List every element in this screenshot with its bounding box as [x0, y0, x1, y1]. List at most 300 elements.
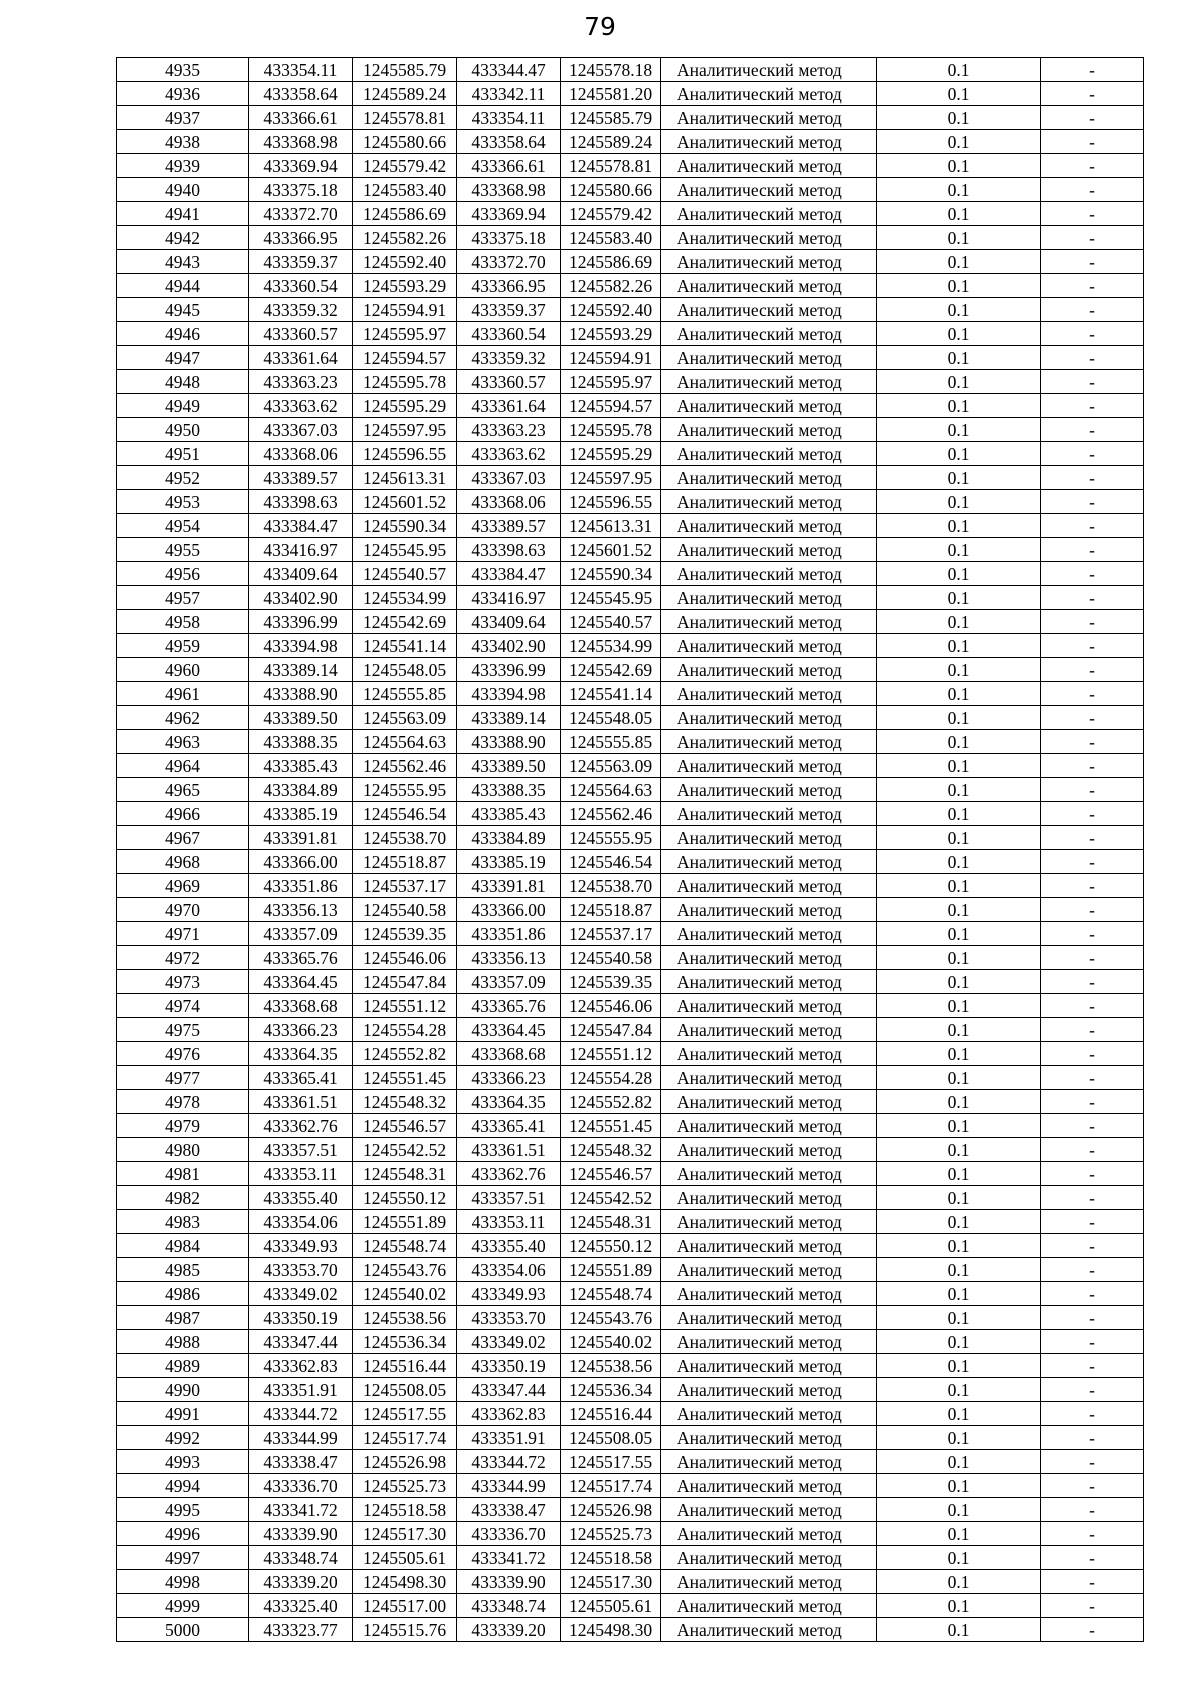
prev-x-coordinate-cell: 433339.20 [457, 1618, 561, 1642]
prev-x-coordinate-cell: 433385.19 [457, 850, 561, 874]
x-coordinate-cell: 433359.37 [249, 250, 353, 274]
method-cell: Аналитический метод [661, 298, 877, 322]
x-coordinate-cell: 433362.83 [249, 1354, 353, 1378]
x-coordinate-cell: 433348.74 [249, 1546, 353, 1570]
x-coordinate-cell: 433354.06 [249, 1210, 353, 1234]
table-row [117, 730, 1144, 754]
table-row [117, 442, 1144, 466]
point-number-cell: 4952 [117, 466, 249, 490]
prev-x-coordinate-cell: 433357.51 [457, 1186, 561, 1210]
x-coordinate-cell: 433347.44 [249, 1330, 353, 1354]
point-number-cell: 4965 [117, 778, 249, 802]
prev-x-coordinate-cell: 433366.95 [457, 274, 561, 298]
note-cell: - [1041, 1282, 1144, 1306]
accuracy-cell: 0.1 [877, 178, 1041, 202]
note-cell: - [1041, 994, 1144, 1018]
point-number-cell: 4967 [117, 826, 249, 850]
point-number-cell: 4966 [117, 802, 249, 826]
y-coordinate-cell: 1245550.12 [353, 1186, 457, 1210]
point-number-cell: 4943 [117, 250, 249, 274]
prev-y-coordinate-cell: 1245543.76 [561, 1306, 661, 1330]
note-cell: - [1041, 418, 1144, 442]
x-coordinate-cell: 433384.47 [249, 514, 353, 538]
method-cell: Аналитический метод [661, 154, 877, 178]
accuracy-cell: 0.1 [877, 1186, 1041, 1210]
accuracy-cell: 0.1 [877, 1570, 1041, 1594]
method-cell: Аналитический метод [661, 1378, 877, 1402]
x-coordinate-cell: 433394.98 [249, 634, 353, 658]
accuracy-cell: 0.1 [877, 1138, 1041, 1162]
prev-x-coordinate-cell: 433350.19 [457, 1354, 561, 1378]
prev-y-coordinate-cell: 1245536.34 [561, 1378, 661, 1402]
prev-y-coordinate-cell: 1245548.31 [561, 1210, 661, 1234]
note-cell: - [1041, 178, 1144, 202]
x-coordinate-cell: 433366.23 [249, 1018, 353, 1042]
table-row [117, 274, 1144, 298]
y-coordinate-cell: 1245593.29 [353, 274, 457, 298]
method-cell: Аналитический метод [661, 1114, 877, 1138]
accuracy-cell: 0.1 [877, 250, 1041, 274]
prev-y-coordinate-cell: 1245592.40 [561, 298, 661, 322]
x-coordinate-cell: 433385.19 [249, 802, 353, 826]
point-number-cell: 4958 [117, 610, 249, 634]
x-coordinate-cell: 433354.11 [249, 58, 353, 82]
prev-x-coordinate-cell: 433360.57 [457, 370, 561, 394]
prev-y-coordinate-cell: 1245534.99 [561, 634, 661, 658]
prev-x-coordinate-cell: 433354.06 [457, 1258, 561, 1282]
y-coordinate-cell: 1245595.78 [353, 370, 457, 394]
method-cell: Аналитический метод [661, 562, 877, 586]
method-cell: Аналитический метод [661, 1282, 877, 1306]
y-coordinate-cell: 1245595.97 [353, 322, 457, 346]
prev-x-coordinate-cell: 433360.54 [457, 322, 561, 346]
x-coordinate-cell: 433389.14 [249, 658, 353, 682]
y-coordinate-cell: 1245595.29 [353, 394, 457, 418]
accuracy-cell: 0.1 [877, 82, 1041, 106]
accuracy-cell: 0.1 [877, 58, 1041, 82]
table-row [117, 106, 1144, 130]
note-cell: - [1041, 826, 1144, 850]
y-coordinate-cell: 1245525.73 [353, 1474, 457, 1498]
y-coordinate-cell: 1245548.31 [353, 1162, 457, 1186]
note-cell: - [1041, 562, 1144, 586]
table-row [117, 1594, 1144, 1618]
y-coordinate-cell: 1245552.82 [353, 1042, 457, 1066]
table-body [117, 58, 1144, 1642]
prev-y-coordinate-cell: 1245518.87 [561, 898, 661, 922]
point-number-cell: 4993 [117, 1450, 249, 1474]
x-coordinate-cell: 433398.63 [249, 490, 353, 514]
note-cell: - [1041, 466, 1144, 490]
table-row [117, 1258, 1144, 1282]
y-coordinate-cell: 1245548.74 [353, 1234, 457, 1258]
prev-x-coordinate-cell: 433364.35 [457, 1090, 561, 1114]
table-row [117, 706, 1144, 730]
accuracy-cell: 0.1 [877, 1522, 1041, 1546]
y-coordinate-cell: 1245579.42 [353, 154, 457, 178]
prev-y-coordinate-cell: 1245578.81 [561, 154, 661, 178]
prev-x-coordinate-cell: 433349.93 [457, 1282, 561, 1306]
method-cell: Аналитический метод [661, 514, 877, 538]
table-row [117, 1210, 1144, 1234]
prev-x-coordinate-cell: 433394.98 [457, 682, 561, 706]
point-number-cell: 4951 [117, 442, 249, 466]
table-row [117, 946, 1144, 970]
prev-x-coordinate-cell: 433367.03 [457, 466, 561, 490]
y-coordinate-cell: 1245518.87 [353, 850, 457, 874]
accuracy-cell: 0.1 [877, 1066, 1041, 1090]
note-cell: - [1041, 154, 1144, 178]
table-row [117, 466, 1144, 490]
point-number-cell: 4997 [117, 1546, 249, 1570]
note-cell: - [1041, 250, 1144, 274]
note-cell: - [1041, 346, 1144, 370]
table-row [117, 658, 1144, 682]
prev-x-coordinate-cell: 433366.61 [457, 154, 561, 178]
y-coordinate-cell: 1245534.99 [353, 586, 457, 610]
y-coordinate-cell: 1245590.34 [353, 514, 457, 538]
note-cell: - [1041, 514, 1144, 538]
method-cell: Аналитический метод [661, 1138, 877, 1162]
method-cell: Аналитический метод [661, 538, 877, 562]
prev-y-coordinate-cell: 1245601.52 [561, 538, 661, 562]
accuracy-cell: 0.1 [877, 370, 1041, 394]
point-number-cell: 4945 [117, 298, 249, 322]
y-coordinate-cell: 1245596.55 [353, 442, 457, 466]
point-number-cell: 4974 [117, 994, 249, 1018]
coordinates-table [116, 57, 1144, 1642]
table-row [117, 850, 1144, 874]
x-coordinate-cell: 433362.76 [249, 1114, 353, 1138]
point-number-cell: 4949 [117, 394, 249, 418]
point-number-cell: 4983 [117, 1210, 249, 1234]
x-coordinate-cell: 433339.20 [249, 1570, 353, 1594]
method-cell: Аналитический метод [661, 754, 877, 778]
prev-y-coordinate-cell: 1245595.78 [561, 418, 661, 442]
x-coordinate-cell: 433402.90 [249, 586, 353, 610]
y-coordinate-cell: 1245537.17 [353, 874, 457, 898]
prev-y-coordinate-cell: 1245548.05 [561, 706, 661, 730]
note-cell: - [1041, 1546, 1144, 1570]
method-cell: Аналитический метод [661, 1018, 877, 1042]
method-cell: Аналитический метод [661, 682, 877, 706]
method-cell: Аналитический метод [661, 1258, 877, 1282]
prev-x-coordinate-cell: 433339.90 [457, 1570, 561, 1594]
prev-x-coordinate-cell: 433342.11 [457, 82, 561, 106]
y-coordinate-cell: 1245586.69 [353, 202, 457, 226]
method-cell: Аналитический метод [661, 394, 877, 418]
method-cell: Аналитический метод [661, 178, 877, 202]
method-cell: Аналитический метод [661, 418, 877, 442]
prev-y-coordinate-cell: 1245551.89 [561, 1258, 661, 1282]
x-coordinate-cell: 433416.97 [249, 538, 353, 562]
y-coordinate-cell: 1245555.85 [353, 682, 457, 706]
note-cell: - [1041, 610, 1144, 634]
accuracy-cell: 0.1 [877, 106, 1041, 130]
point-number-cell: 4987 [117, 1306, 249, 1330]
y-coordinate-cell: 1245538.70 [353, 826, 457, 850]
method-cell: Аналитический метод [661, 1090, 877, 1114]
method-cell: Аналитический метод [661, 466, 877, 490]
table-row [117, 1618, 1144, 1642]
prev-y-coordinate-cell: 1245539.35 [561, 970, 661, 994]
prev-y-coordinate-cell: 1245540.58 [561, 946, 661, 970]
x-coordinate-cell: 433361.51 [249, 1090, 353, 1114]
accuracy-cell: 0.1 [877, 322, 1041, 346]
x-coordinate-cell: 433339.90 [249, 1522, 353, 1546]
y-coordinate-cell: 1245594.57 [353, 346, 457, 370]
x-coordinate-cell: 433357.51 [249, 1138, 353, 1162]
prev-x-coordinate-cell: 433389.57 [457, 514, 561, 538]
table-row [117, 1354, 1144, 1378]
method-cell: Аналитический метод [661, 274, 877, 298]
prev-x-coordinate-cell: 433372.70 [457, 250, 561, 274]
table-row [117, 1018, 1144, 1042]
table-row [117, 1546, 1144, 1570]
prev-y-coordinate-cell: 1245595.29 [561, 442, 661, 466]
accuracy-cell: 0.1 [877, 418, 1041, 442]
point-number-cell: 4996 [117, 1522, 249, 1546]
point-number-cell: 4956 [117, 562, 249, 586]
prev-y-coordinate-cell: 1245546.57 [561, 1162, 661, 1186]
prev-y-coordinate-cell: 1245538.56 [561, 1354, 661, 1378]
point-number-cell: 4955 [117, 538, 249, 562]
method-cell: Аналитический метод [661, 202, 877, 226]
x-coordinate-cell: 433336.70 [249, 1474, 353, 1498]
prev-y-coordinate-cell: 1245551.12 [561, 1042, 661, 1066]
accuracy-cell: 0.1 [877, 922, 1041, 946]
note-cell: - [1041, 1234, 1144, 1258]
accuracy-cell: 0.1 [877, 778, 1041, 802]
point-number-cell: 4969 [117, 874, 249, 898]
prev-x-coordinate-cell: 433359.37 [457, 298, 561, 322]
note-cell: - [1041, 850, 1144, 874]
y-coordinate-cell: 1245505.61 [353, 1546, 457, 1570]
x-coordinate-cell: 433359.32 [249, 298, 353, 322]
accuracy-cell: 0.1 [877, 226, 1041, 250]
accuracy-cell: 0.1 [877, 394, 1041, 418]
prev-y-coordinate-cell: 1245541.14 [561, 682, 661, 706]
x-coordinate-cell: 433388.90 [249, 682, 353, 706]
prev-y-coordinate-cell: 1245526.98 [561, 1498, 661, 1522]
method-cell: Аналитический метод [661, 226, 877, 250]
table-row [117, 826, 1144, 850]
y-coordinate-cell: 1245540.57 [353, 562, 457, 586]
prev-x-coordinate-cell: 433391.81 [457, 874, 561, 898]
point-number-cell: 4978 [117, 1090, 249, 1114]
prev-x-coordinate-cell: 433365.41 [457, 1114, 561, 1138]
method-cell: Аналитический метод [661, 130, 877, 154]
point-number-cell: 4947 [117, 346, 249, 370]
y-coordinate-cell: 1245585.79 [353, 58, 457, 82]
prev-y-coordinate-cell: 1245517.74 [561, 1474, 661, 1498]
prev-x-coordinate-cell: 433356.13 [457, 946, 561, 970]
y-coordinate-cell: 1245589.24 [353, 82, 457, 106]
y-coordinate-cell: 1245578.81 [353, 106, 457, 130]
x-coordinate-cell: 433355.40 [249, 1186, 353, 1210]
accuracy-cell: 0.1 [877, 802, 1041, 826]
accuracy-cell: 0.1 [877, 1498, 1041, 1522]
note-cell: - [1041, 898, 1144, 922]
note-cell: - [1041, 706, 1144, 730]
table-row [117, 1426, 1144, 1450]
accuracy-cell: 0.1 [877, 706, 1041, 730]
prev-y-coordinate-cell: 1245594.91 [561, 346, 661, 370]
x-coordinate-cell: 433323.77 [249, 1618, 353, 1642]
method-cell: Аналитический метод [661, 1522, 877, 1546]
y-coordinate-cell: 1245517.55 [353, 1402, 457, 1426]
accuracy-cell: 0.1 [877, 1258, 1041, 1282]
x-coordinate-cell: 433389.57 [249, 466, 353, 490]
point-number-cell: 4936 [117, 82, 249, 106]
prev-y-coordinate-cell: 1245613.31 [561, 514, 661, 538]
prev-y-coordinate-cell: 1245562.46 [561, 802, 661, 826]
note-cell: - [1041, 106, 1144, 130]
x-coordinate-cell: 433367.03 [249, 418, 353, 442]
note-cell: - [1041, 1618, 1144, 1642]
prev-y-coordinate-cell: 1245589.24 [561, 130, 661, 154]
prev-x-coordinate-cell: 433388.35 [457, 778, 561, 802]
accuracy-cell: 0.1 [877, 898, 1041, 922]
note-cell: - [1041, 1306, 1144, 1330]
y-coordinate-cell: 1245592.40 [353, 250, 457, 274]
x-coordinate-cell: 433368.68 [249, 994, 353, 1018]
prev-x-coordinate-cell: 433336.70 [457, 1522, 561, 1546]
table-row [117, 178, 1144, 202]
point-number-cell: 4938 [117, 130, 249, 154]
x-coordinate-cell: 433368.98 [249, 130, 353, 154]
prev-y-coordinate-cell: 1245542.69 [561, 658, 661, 682]
point-number-cell: 4961 [117, 682, 249, 706]
table-row [117, 1162, 1144, 1186]
prev-y-coordinate-cell: 1245595.97 [561, 370, 661, 394]
x-coordinate-cell: 433365.76 [249, 946, 353, 970]
note-cell: - [1041, 730, 1144, 754]
accuracy-cell: 0.1 [877, 1378, 1041, 1402]
y-coordinate-cell: 1245508.05 [353, 1378, 457, 1402]
x-coordinate-cell: 433350.19 [249, 1306, 353, 1330]
x-coordinate-cell: 433409.64 [249, 562, 353, 586]
note-cell: - [1041, 586, 1144, 610]
accuracy-cell: 0.1 [877, 1618, 1041, 1642]
y-coordinate-cell: 1245542.52 [353, 1138, 457, 1162]
point-number-cell: 4972 [117, 946, 249, 970]
note-cell: - [1041, 874, 1144, 898]
x-coordinate-cell: 433368.06 [249, 442, 353, 466]
point-number-cell: 4998 [117, 1570, 249, 1594]
point-number-cell: 4964 [117, 754, 249, 778]
point-number-cell: 4960 [117, 658, 249, 682]
prev-x-coordinate-cell: 433385.43 [457, 802, 561, 826]
method-cell: Аналитический метод [661, 1042, 877, 1066]
y-coordinate-cell: 1245545.95 [353, 538, 457, 562]
prev-y-coordinate-cell: 1245517.30 [561, 1570, 661, 1594]
prev-y-coordinate-cell: 1245508.05 [561, 1426, 661, 1450]
point-number-cell: 4977 [117, 1066, 249, 1090]
point-number-cell: 4939 [117, 154, 249, 178]
method-cell: Аналитический метод [661, 1570, 877, 1594]
method-cell: Аналитический метод [661, 994, 877, 1018]
method-cell: Аналитический метод [661, 442, 877, 466]
note-cell: - [1041, 634, 1144, 658]
method-cell: Аналитический метод [661, 82, 877, 106]
y-coordinate-cell: 1245539.35 [353, 922, 457, 946]
point-number-cell: 4971 [117, 922, 249, 946]
prev-x-coordinate-cell: 433361.51 [457, 1138, 561, 1162]
x-coordinate-cell: 433353.70 [249, 1258, 353, 1282]
prev-y-coordinate-cell: 1245551.45 [561, 1114, 661, 1138]
prev-y-coordinate-cell: 1245537.17 [561, 922, 661, 946]
prev-y-coordinate-cell: 1245596.55 [561, 490, 661, 514]
point-number-cell: 4991 [117, 1402, 249, 1426]
method-cell: Аналитический метод [661, 1186, 877, 1210]
y-coordinate-cell: 1245546.54 [353, 802, 457, 826]
y-coordinate-cell: 1245540.58 [353, 898, 457, 922]
x-coordinate-cell: 433358.64 [249, 82, 353, 106]
method-cell: Аналитический метод [661, 1594, 877, 1618]
prev-y-coordinate-cell: 1245555.95 [561, 826, 661, 850]
prev-y-coordinate-cell: 1245564.63 [561, 778, 661, 802]
prev-x-coordinate-cell: 433375.18 [457, 226, 561, 250]
point-number-cell: 4948 [117, 370, 249, 394]
point-number-cell: 4954 [117, 514, 249, 538]
point-number-cell: 4941 [117, 202, 249, 226]
note-cell: - [1041, 1450, 1144, 1474]
prev-y-coordinate-cell: 1245538.70 [561, 874, 661, 898]
point-number-cell: 4953 [117, 490, 249, 514]
y-coordinate-cell: 1245543.76 [353, 1258, 457, 1282]
x-coordinate-cell: 433375.18 [249, 178, 353, 202]
method-cell: Аналитический метод [661, 370, 877, 394]
prev-y-coordinate-cell: 1245546.54 [561, 850, 661, 874]
table-row [117, 226, 1144, 250]
prev-x-coordinate-cell: 433396.99 [457, 658, 561, 682]
note-cell: - [1041, 1378, 1144, 1402]
x-coordinate-cell: 433357.09 [249, 922, 353, 946]
note-cell: - [1041, 1402, 1144, 1426]
table-row [117, 1042, 1144, 1066]
table-row [117, 1570, 1144, 1594]
table-row [117, 202, 1144, 226]
method-cell: Аналитический метод [661, 1450, 877, 1474]
accuracy-cell: 0.1 [877, 1162, 1041, 1186]
accuracy-cell: 0.1 [877, 1210, 1041, 1234]
table-row [117, 1498, 1144, 1522]
prev-x-coordinate-cell: 433368.98 [457, 178, 561, 202]
page-number: 79 [584, 12, 616, 41]
method-cell: Аналитический метод [661, 1162, 877, 1186]
table-row [117, 1450, 1144, 1474]
method-cell: Аналитический метод [661, 898, 877, 922]
prev-y-coordinate-cell: 1245597.95 [561, 466, 661, 490]
y-coordinate-cell: 1245563.09 [353, 706, 457, 730]
y-coordinate-cell: 1245536.34 [353, 1330, 457, 1354]
accuracy-cell: 0.1 [877, 346, 1041, 370]
note-cell: - [1041, 1570, 1144, 1594]
accuracy-cell: 0.1 [877, 1330, 1041, 1354]
table-row [117, 562, 1144, 586]
y-coordinate-cell: 1245548.05 [353, 658, 457, 682]
prev-x-coordinate-cell: 433344.47 [457, 58, 561, 82]
x-coordinate-cell: 433338.47 [249, 1450, 353, 1474]
point-number-cell: 4942 [117, 226, 249, 250]
note-cell: - [1041, 202, 1144, 226]
table-row [117, 322, 1144, 346]
y-coordinate-cell: 1245518.58 [353, 1498, 457, 1522]
prev-x-coordinate-cell: 433416.97 [457, 586, 561, 610]
y-coordinate-cell: 1245542.69 [353, 610, 457, 634]
prev-y-coordinate-cell: 1245555.85 [561, 730, 661, 754]
